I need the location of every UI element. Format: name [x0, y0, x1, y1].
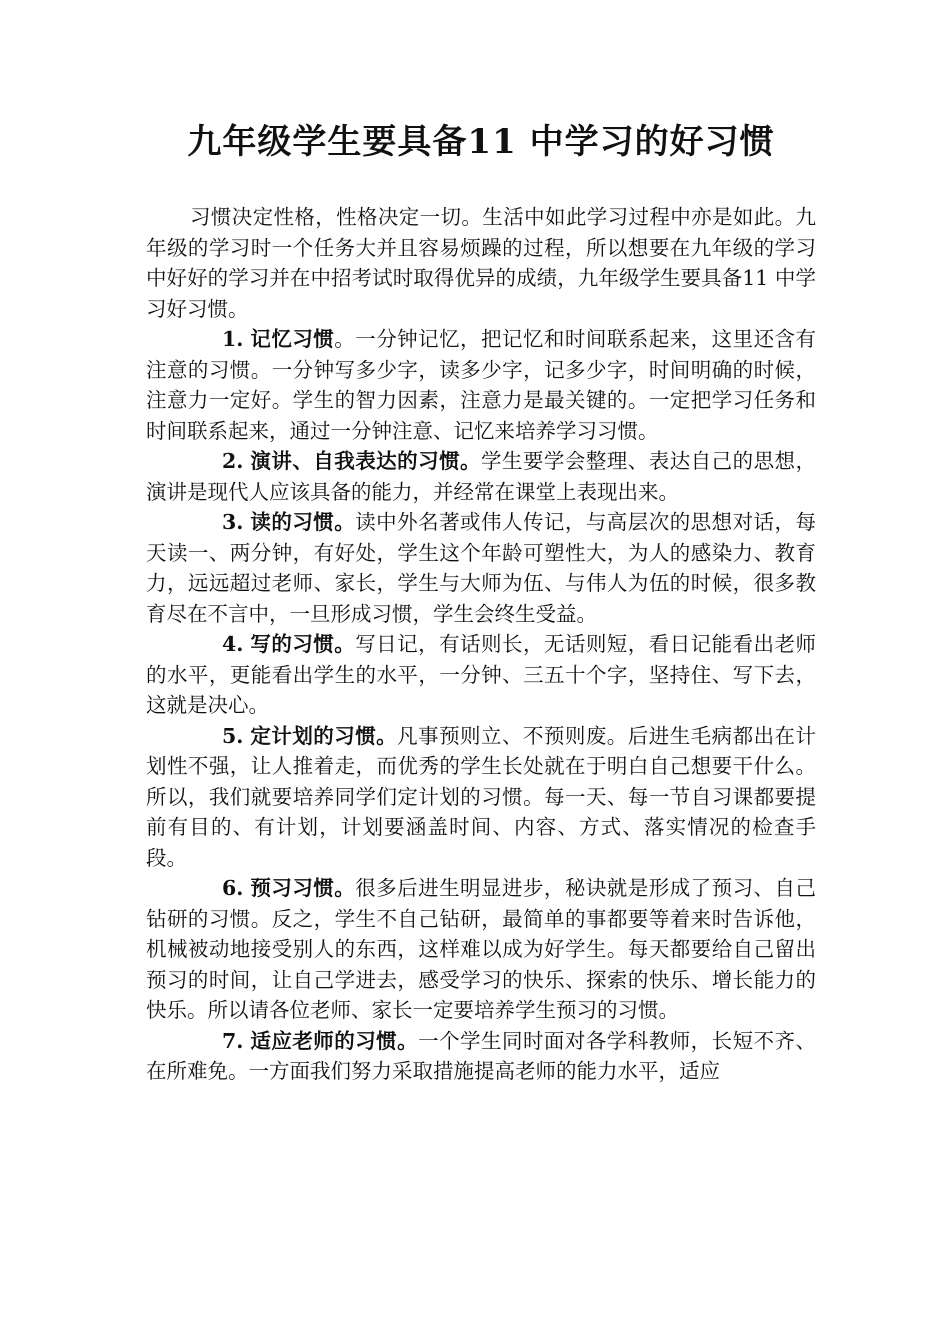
habit-title: 读的习惯。 — [250, 510, 356, 534]
habit-number: 1. — [222, 327, 244, 351]
habit-item-1 — [146, 324, 816, 446]
habit-title: 记忆习惯 — [250, 327, 335, 351]
habit-item-4 — [146, 629, 816, 721]
document-title: 九年级学生要具备11 中学习的好习惯 — [187, 122, 775, 162]
habit-number: 2. — [222, 449, 244, 473]
habit-item-2 — [146, 446, 816, 507]
habit-text: 凡事预则立、不预则废。后进生毛病都出在计划性不强，让人推着走，而优秀的学生长处就在于明白自己想要干什么。所以，我们就要培养同学们定计划的习惯。每一天、每一节自习课都要提前有目的、有计划，计划要涵盖时间、内容、方式、落实情况的检查手段。 — [146, 723, 816, 870]
intro-paragraph: 习惯决定性格，性格决定一切。生活中如此学习过程中亦是如此。九年级的学习时一个任务大并且容易烦躁的过程，所以想要在九年级的学习中好好的学习并在中招考试时取得优异的成绩，九年级学生要具备11 中学习好习惯。 — [146, 205, 816, 321]
habit-text: 很多后进生明显进步，秘诀就是形成了预习、自己钻研的习惯。反之，学生不自己钻研，最简单的事都要等着来时告诉他，机械被动地接受别人的东西，这样难以成为好学生。每天都要给自己留出预习的时间，让自己学进去，感受学习的快乐、探索的快乐、增长能力的快乐。所以请各位老师、家长一定要培养学生预习的习惯。 — [146, 876, 816, 1022]
habit-text: 写日记，有话则长，无话则短，看日记能看出老师的水平，更能看出学生的水平，一分钟、三五十个字，坚持住、写下去，这就是决心。 — [146, 632, 816, 717]
habit-title: 预习习惯。 — [250, 876, 356, 900]
habit-number: 5. — [222, 723, 244, 748]
habit-title: 适应老师的习惯。 — [250, 1028, 419, 1053]
habit-text: 。一分钟记忆，把记忆和时间联系起来，这里还含有注意的习惯。一分钟写多少字，读多少字，记多少字，时间明确的时候，注意力一定好。学生的智力因素，注意力是最关键的。一定把学习任务和时间联系起来，通过一分钟注意、记忆来培养学习习惯。 — [146, 327, 817, 443]
habit-text: 一个学生同时面对各学科教师，长短不齐、在所难免。一方面我们努力采取措施提高老师的能力水平，适应 — [146, 1028, 816, 1083]
habit-number: 3. — [222, 510, 244, 534]
habit-text: 学生要学会整理、表达自己的思想，演讲是现代人应该具备的能力，并经常在课堂上表现出来。 — [146, 449, 816, 504]
habit-title: 定计划的习惯。 — [250, 723, 398, 748]
habit-title: 写的习惯。 — [250, 632, 356, 656]
habit-number: 7. — [222, 1028, 244, 1053]
document-page — [146, 0, 816, 1087]
habit-item-7 — [146, 1026, 816, 1087]
habit-title: 演讲、自我表达的习惯。 — [250, 449, 482, 473]
habit-item-6 — [146, 873, 816, 1026]
habit-number: 6. — [222, 876, 244, 900]
habit-item-3 — [146, 507, 816, 629]
document-body — [146, 202, 816, 1087]
habit-item-5 — [146, 721, 816, 874]
habit-text: 读中外名著或伟人传记，与高层次的思想对话，每天读一、两分钟，有好处，学生这个年龄可塑性大，为人的感染力、教育力，远远超过老师、家长，学生与大师为伍、与伟人为伍的时候，很多教育尽在不言中，一旦形成习惯，学生会终生受益。 — [146, 510, 816, 626]
habit-number: 4. — [222, 632, 244, 656]
